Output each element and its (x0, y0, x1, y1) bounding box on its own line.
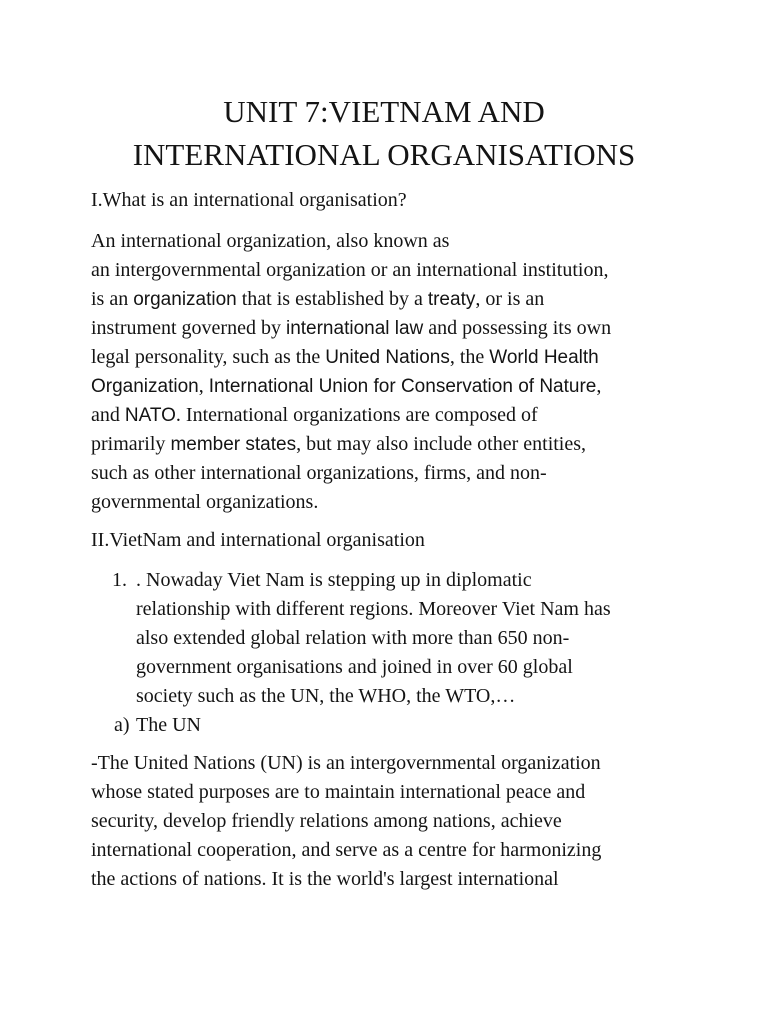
paragraph-1-line-8 (91, 430, 586, 459)
section-heading-1: I.What is an international organisation? (91, 189, 407, 211)
link-united-nations[interactable]: United Nations (325, 347, 450, 368)
link-organization-who[interactable]: Organization (91, 376, 199, 397)
text-segment: that is established by a (236, 288, 428, 310)
text-segment: , (596, 375, 602, 397)
text-segment: , but may also include other entities, (296, 433, 587, 455)
list-item-1-line-2: relationship with different regions. Moreover Viet Nam has (136, 598, 611, 620)
section-heading-2: II.VietNam and international organisation (91, 529, 425, 551)
paragraph-2-line-3: security, develop friendly relations among nations, achieve (91, 810, 562, 832)
sub-item-marker-a: a) (114, 714, 130, 736)
paragraph-2-line-2: whose stated purposes are to maintain international peace and (91, 781, 586, 803)
text-segment: primarily (91, 433, 171, 455)
text-segment: and (91, 404, 125, 426)
text-segment: instrument governed by (91, 317, 286, 339)
text-segment: . International organizations are composed of (175, 404, 538, 426)
list-item-1-line-1: . Nowaday Viet Nam is stepping up in diplomatic (136, 569, 532, 591)
sub-item-a-text: The UN (136, 714, 201, 736)
link-member-states[interactable]: member states (170, 434, 297, 455)
link-organization[interactable]: organization (133, 289, 237, 310)
link-nato[interactable]: NATO (124, 405, 176, 426)
link-treaty[interactable]: treaty (427, 289, 476, 310)
paragraph-2-line-1: -The United Nations (UN) is an intergovernmental organization (91, 752, 601, 774)
paragraph-2-line-5: the actions of nations. It is the world's largest international (91, 868, 559, 890)
paragraph-1-line-4 (91, 314, 611, 343)
list-item-1-line-5: society such as the UN, the WHO, the WTO,… (136, 685, 516, 707)
paragraph-1-line-10: governmental organizations. (91, 491, 319, 513)
link-iucn[interactable]: International Union for Conservation of Nature (208, 376, 597, 397)
link-international-law[interactable]: international law (285, 318, 424, 339)
list-marker-1: 1. (112, 569, 127, 591)
link-world-health[interactable]: World Health (489, 347, 599, 368)
paragraph-1-line-5 (91, 343, 599, 372)
paragraph-1-line-7 (91, 401, 538, 430)
text-segment: , (198, 375, 209, 397)
paragraph-1-line-9: such as other international organizations, firms, and non- (91, 462, 547, 484)
list-item-1-line-3: also extended global relation with more than 650 non- (136, 627, 570, 649)
text-segment: , or is an (475, 288, 545, 310)
text-segment: is an (91, 288, 134, 310)
text-segment: , the (449, 346, 490, 368)
document-title-line-1: UNIT 7:VIETNAM AND (223, 94, 545, 129)
paragraph-1-line-6 (91, 372, 601, 401)
list-item-1-line-4: government organisations and joined in over 60 global (136, 656, 573, 678)
paragraph-1-line-1: An international organization, also known as (91, 230, 450, 252)
paragraph-2-line-4: international cooperation, and serve as a centre for harmonizing (91, 839, 602, 861)
paragraph-1-line-3 (91, 285, 544, 314)
text-segment: and possessing its own (423, 317, 612, 339)
text-segment: legal personality, such as the (91, 346, 326, 368)
document-title-line-2: INTERNATIONAL ORGANISATIONS (132, 137, 636, 172)
paragraph-1-line-2: an intergovernmental organization or an international institution, (91, 259, 609, 281)
